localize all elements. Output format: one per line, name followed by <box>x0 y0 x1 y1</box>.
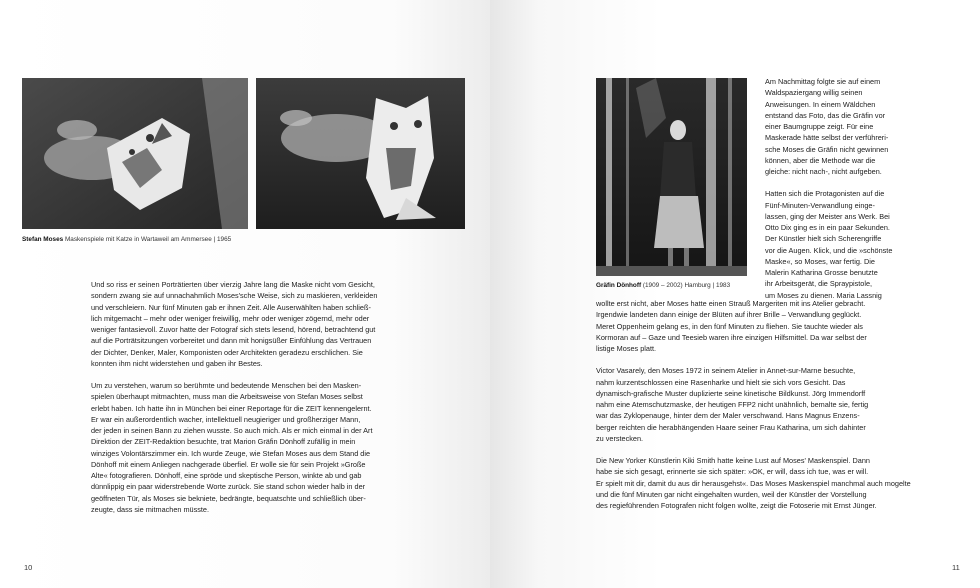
text-line: dünnlippig ein paar widerstrebende Worte zurück. Sie stand schon wieder halb in der <box>91 482 366 492</box>
text-line: Um zu verstehen, warum so berühmte und bedeutende Menschen bei den Masken- <box>91 381 362 390</box>
photo-caption-left <box>22 236 231 244</box>
text-line: und verschleiern. Nur fünf Minuten gab er ihnen Zeit. Alle Auserwählten haben schließ- <box>91 302 371 312</box>
photo-cat-mask-1 <box>22 78 248 229</box>
paragraph <box>596 455 968 511</box>
text-line: Fünf-Minuten-Verwandlung einge- <box>765 200 875 210</box>
page-number-left: 10 <box>24 563 33 572</box>
text-line: nahm kurzentschlossen eine Rasenharke und hielt sie sich vors Gesicht. Das <box>596 377 846 387</box>
text-line: Am Nachmittag folgte sie auf einem <box>765 77 881 86</box>
caption-name: Stefan Moses <box>22 236 64 243</box>
text-line: war das Zyklopenauge, hinter dem der Maler verschwand. Hans Magnus Enzens- <box>596 411 860 421</box>
right-page <box>490 0 980 588</box>
text-line: sondern zwang sie auf unnachahmlich Moses'sche Weise, sich zu maskieren, verkleiden <box>91 291 378 301</box>
text-line: nahm eine Atemschutzmaske, der heutigen FFP2 nicht unähnlich, bemalte sie, fertig <box>596 400 869 409</box>
paragraph <box>596 298 968 354</box>
body-text-left <box>91 279 471 515</box>
text-line: Kormoran auf – Gaze und Teesieb waren ihre einzigen Hilfsmittel. Da war selbst der <box>596 332 867 342</box>
text-line: einer Baumgruppe zeigt. Für eine <box>765 122 874 131</box>
text-line: können, aber die Methode war die <box>765 155 876 165</box>
text-line: konnten ihm nicht widerstehen und gaben ihr Bestes. <box>91 358 263 368</box>
text-line: Maske«, so Moses, war fertig. Die <box>765 256 875 266</box>
text-line: Irgendwie landeten dann einige der Blüten auf ihrer Brille – Verwandlung geglückt. <box>596 310 862 320</box>
text-line: zeugte, dass sie mitmachen müsste. <box>91 504 210 514</box>
text-line: geöffneten Tür, als Moses sie bekniete, bedrängte, bequatschte und schließlich über- <box>91 493 366 503</box>
text-line: habe sie sich gesagt, erinnerte sie sich später: »OK, er will, dass ich tue, was er will. <box>596 467 869 477</box>
text-line: Hatten sich die Protagonisten auf die <box>765 189 885 199</box>
photo-cat-mask-2 <box>256 78 465 229</box>
paragraph <box>765 188 965 301</box>
text-line: Anweisungen. In einem Wäldchen <box>765 99 876 109</box>
text-line: Maskerade hätte selbst der verführeri- <box>765 133 889 143</box>
caption-name: Gräfin Dönhoff <box>596 282 642 289</box>
text-line: Er spielt mit dir, damit du aus dir herausgehst«. Das Moses Maskenspiel manchmal auch mogelte <box>596 478 911 488</box>
paragraph <box>91 380 471 515</box>
text-line: gleiche: nicht nach-, nicht aufgeben. <box>765 167 882 176</box>
text-line: Alte« fotografieren. Dönhoff, eine spröde und skeptische Person, winkte ab und gab <box>91 471 362 480</box>
text-line: dynamisch-grafische Muster duplizierte seine kinetische Bildkunst. Jörg Immendorff <box>596 388 866 398</box>
page-number-right: 11 <box>952 563 960 572</box>
text-line: vor die Augen. Klick, und die »schönste <box>765 245 893 255</box>
text-line: weniger fantasievoll. Zuvor hatte der Fotograf sich stets lesend, hörend, betrachtend gut <box>91 325 376 334</box>
text-line: wollte erst nicht, aber Moses hatte einen Strauß Margeriten mit ins Atelier gebracht. <box>596 299 866 308</box>
text-line: Meret Oppenheim gelang es, in den fünf Minuten zu fliehen. Sie tauchte wieder als <box>596 321 863 331</box>
text-line: lich mitgemacht – mehr oder weniger freiwillig, mehr oder weniger zögernd, mehr oder <box>91 313 370 323</box>
text-line: Dönhoff mit einem Anliegen nachgerade überfiel. Er wolle sie für sein Projekt »Große <box>91 459 366 469</box>
text-line: Victor Vasarely, den Moses 1972 in seinem Atelier in Annet-sur-Marne besuchte, <box>596 366 856 376</box>
text-line: Direktion der ZEIT-Redaktion besuchte, trat Marion Gräfin Dönhoff zufällig in mein <box>91 437 356 447</box>
text-line: auf die Porträtsitzungen vorbereitet und dann mit honigsüßer Einfühlung das Vertrauen <box>91 336 372 346</box>
text-line: Der Künstler hielt sich Scherengriffe <box>765 234 882 244</box>
body-text-column <box>765 76 965 301</box>
text-line: lassen, ging der Meister ans Werk. Bei <box>765 211 890 221</box>
body-text-wide <box>596 298 968 511</box>
caption-text: (1909 – 2002) Hamburg | 1983 <box>642 282 731 289</box>
text-line: Er war ein außerordentlich wacher, intellektuell neugieriger und großherziger Mann, <box>91 414 361 424</box>
caption-text: Maskenspiele mit Katze in Wartaweil am Ammersee | 1965 <box>64 236 232 243</box>
text-line: Malerin Katharina Grosse benutzte <box>765 268 878 277</box>
paragraph <box>765 76 965 177</box>
text-line: berger reichten die herabhängenden Haare seiner Frau Katharina, um sich dahinter <box>596 422 866 432</box>
text-line: spielen überhaupt mitmachten, muss man die Arbeitsweise von Stefan Moses selbst <box>91 392 363 402</box>
photo-doenhoff <box>596 78 747 276</box>
text-line: und die fünf Minuten gar nicht eingehalten wurden, weil der Künstler der Vorstellung <box>596 489 867 499</box>
text-line: des regieführenden Fotografen nicht folgen wollte, zeigt die Fotoserie mit Ernst Jünger. <box>596 501 877 510</box>
text-line: entstand das Foto, das die Gräfin vor <box>765 110 886 120</box>
text-line: um Moses zu dienen. Maria Lassnig <box>765 290 882 300</box>
text-line: listige Moses platt. <box>596 344 657 353</box>
text-line: erlebt haben. Ich hatte ihn in München bei einer Reportage für die ZEIT kennengelernt. <box>91 403 372 413</box>
text-line: der jeden in seinen Bann zu ziehen wusste. So auch mich. Als er mich einmal in der Art <box>91 426 373 435</box>
text-line: Die New Yorker Künstlerin Kiki Smith hatte keine Lust auf Moses' Maskenspiel. Dann <box>596 456 870 465</box>
paragraph <box>91 279 471 369</box>
text-line: sche Moses die Gräfin nicht gewinnen <box>765 144 889 154</box>
text-line: Otto Dix ging es in ein paar Sekunden. <box>765 223 890 232</box>
paragraph <box>596 365 968 444</box>
text-line: ihr Arbeitsgerät, die Spraypistole, <box>765 279 873 289</box>
text-line: Waldspaziergang willig seinen <box>765 88 863 98</box>
photo-caption-right <box>596 282 730 290</box>
text-line: der Dichter, Denker, Maler, Komponisten oder Architekten geradezu erschlichen. Sie <box>91 347 363 357</box>
text-line: Und so riss er seinen Porträtierten über vierzig Jahre lang die Maske nicht vom Gesicht, <box>91 280 375 289</box>
text-line: zu verstecken. <box>596 433 644 443</box>
text-line: winziges Volontärszimmer ein. Ich wurde Zeuge, wie Stefan Moses aus dem Stand die <box>91 448 371 458</box>
